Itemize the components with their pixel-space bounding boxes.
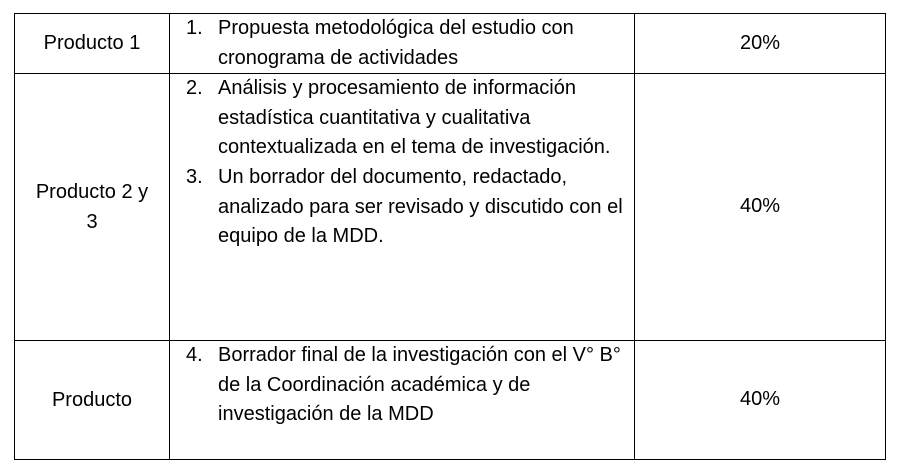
list-item (170, 341, 634, 430)
list-item (170, 14, 634, 73)
item-text: Borrador final de la investigación con el V° B° de la Coordinación académica y de investigación de la MDD (218, 344, 621, 426)
item-number: 3. (186, 165, 203, 188)
description-cell (170, 14, 635, 74)
product-cell (15, 14, 170, 74)
item-text: Propuesta metodológica del estudio con cronograma de actividades (218, 17, 574, 69)
table-row (15, 74, 886, 341)
percentage-value: 20% (739, 31, 781, 54)
item-number: 2. (186, 77, 203, 100)
product-cell (15, 74, 170, 341)
list-item (170, 74, 634, 163)
item-text: Un borrador del documento, redactado, analizado para ser revisado y discutido con el equipo de la MDD. (218, 165, 623, 248)
percentage-value: 40% (739, 195, 781, 218)
list-item (170, 163, 634, 252)
product-label: Producto (51, 388, 133, 411)
product-cell (15, 341, 170, 460)
item-number: 4. (186, 344, 203, 367)
item-text: Análisis y procesamiento de información estadística cuantitativa y cualitativa contextualizada en el tema de investigación. (218, 77, 611, 159)
table-row (15, 14, 886, 74)
percentage-cell (635, 74, 886, 341)
description-cell (170, 74, 635, 341)
item-number: 1. (186, 17, 203, 39)
description-cell (170, 341, 635, 460)
table-row (15, 341, 886, 460)
product-label: Producto 1 (43, 32, 141, 55)
percentage-value: 40% (739, 388, 781, 411)
deliverables-table (14, 13, 886, 460)
product-label: Producto 2 y 3 (35, 180, 149, 233)
percentage-cell (635, 14, 886, 74)
percentage-cell (635, 341, 886, 460)
